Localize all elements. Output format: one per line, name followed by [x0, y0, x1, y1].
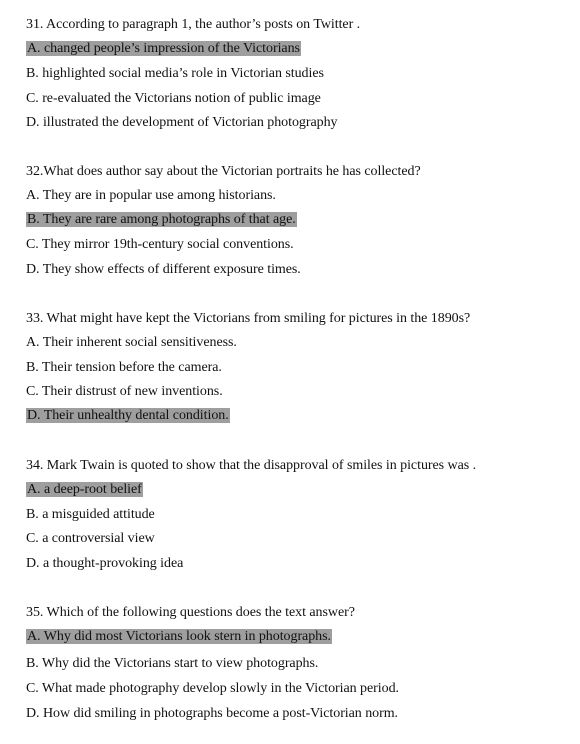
question-32-option-a[interactable]: A. They are in popular use among historians. — [26, 188, 276, 203]
question-35-option-c[interactable]: C. What made photography develop slowly in the Victorian period. — [26, 681, 399, 696]
question-34-option-b[interactable]: B. a misguided attitude — [26, 507, 155, 522]
answer-highlight: D. Their unhealthy dental condition. — [27, 408, 229, 423]
question-35-option-d[interactable]: D. How did smiling in photographs become a post-Victorian norm. — [26, 706, 399, 721]
answer-highlight: A. changed people’s impression of the Victorians — [27, 41, 300, 56]
question-34-stem: 34. Mark Twain is quoted to show that the disapproval of smiles in pictures was . — [26, 458, 477, 473]
question-32-option-d[interactable]: D. They show effects of different exposure times. — [26, 262, 301, 277]
question-33-option-c[interactable]: C. Their distrust of new inventions. — [26, 384, 223, 399]
answer-highlight: B. They are rare among photographs of that age. — [27, 212, 296, 227]
question-35-option-a[interactable] — [26, 628, 332, 646]
question-33-option-d[interactable] — [26, 407, 230, 425]
question-33-option-b[interactable]: B. Their tension before the camera. — [26, 360, 222, 375]
question-34-option-a[interactable] — [26, 481, 143, 499]
question-31-option-b[interactable]: B. highlighted social media’s role in Victorian studies — [26, 66, 324, 81]
question-31-stem: 31. According to paragraph 1, the author’s posts on Twitter . — [26, 17, 361, 32]
question-32-option-c[interactable]: C. They mirror 19th-century social conventions. — [26, 237, 294, 252]
question-34-option-d[interactable]: D. a thought-provoking idea — [26, 556, 184, 571]
question-33-option-a[interactable]: A. Their inherent social sensitiveness. — [26, 335, 237, 350]
question-32-option-b[interactable] — [26, 211, 297, 229]
question-31-option-a[interactable] — [26, 40, 301, 58]
question-33-stem: 33. What might have kept the Victorians from smiling for pictures in the 1890s? — [26, 311, 471, 326]
answer-highlight: A. Why did most Victorians look stern in photographs. — [27, 629, 331, 644]
question-31-option-c[interactable]: C. re-evaluated the Victorians notion of public image — [26, 91, 321, 106]
question-35-stem: 35. Which of the following questions does the text answer? — [26, 605, 355, 620]
question-35-option-b[interactable]: B. Why did the Victorians start to view photographs. — [26, 656, 319, 671]
answer-highlight: A. a deep-root belief — [27, 482, 142, 497]
question-31-option-d[interactable]: D. illustrated the development of Victorian photography — [26, 115, 338, 130]
question-34-option-c[interactable]: C. a controversial view — [26, 531, 155, 546]
question-32-stem: 32.What does author say about the Victorian portraits he has collected? — [26, 164, 421, 179]
